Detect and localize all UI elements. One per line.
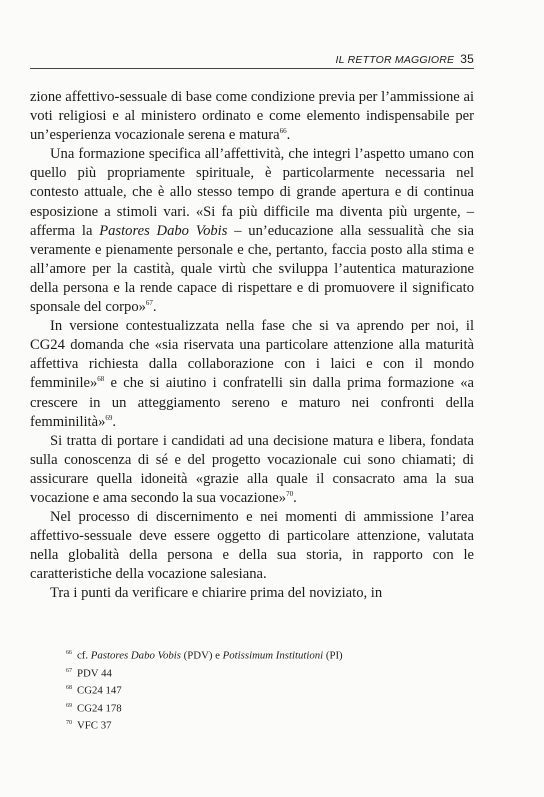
footnote-ref-69: 69 <box>105 413 113 422</box>
text-run: – un’educazione alla sessualità che sia veramente e pienamente personale e che, pertanto, faccia posto alla stima e all’amore per la castità, quale virtù che sviluppa l’autentica maturazione della persona e la rende capace di rispettare e di promuovere il significato sponsale del corpo» <box>30 222 474 316</box>
paragraph-1 <box>30 88 474 145</box>
page-number: 35 <box>460 52 474 66</box>
text-run: e che si aiutino i confratelli sin dalla prima formazione «a crescere in un atteggiamento sereno e maturo nei confronti della femminilità» <box>30 375 474 430</box>
footnote-number: 68 <box>66 685 72 692</box>
text-run: Nel processo di discernimento e nei momenti di ammissione l’area affettivo-sessuale deve essere oggetto di particolare attenzione, valutata nella globalità della persona e della sua storia, in rapporto con le caratteristiche della vocazione salesiana. <box>30 509 474 583</box>
footnote-67 <box>66 664 466 682</box>
footnote-text: VFC 37 <box>77 719 112 732</box>
text-run: Si tratta di portare i candidati ad una decisione matura e libera, fondata sulla conoscenza di sé e del progetto vocazionale cui sono chiamati; di assicurare quella idoneità «grazie alla quale il consacrato ama la sua vocazione e ama secondo la sua vocazione» <box>30 432 474 506</box>
footnote-ref-68: 68 <box>97 375 105 384</box>
paragraph-6 <box>30 584 474 603</box>
footnote-italic-title: Pastores Dabo Vobis <box>90 649 181 662</box>
footnote-number: 66 <box>66 650 72 656</box>
body-text <box>30 88 474 604</box>
footnote-70 <box>66 716 466 734</box>
paragraph-5 <box>30 508 474 584</box>
footnote-68 <box>66 681 466 699</box>
footnote-italic-title: Potissimum Institutioni <box>222 649 324 662</box>
header-rule <box>30 68 474 69</box>
running-head-title: IL RETTOR MAGGIORE <box>335 54 455 66</box>
footnote-text: (PDV) e <box>180 649 223 662</box>
footnote-text: CG24 178 <box>77 702 122 715</box>
footnote-ref-67: 67 <box>145 299 153 308</box>
footnotes <box>66 646 466 734</box>
text-run: . <box>152 299 157 316</box>
paragraph-2 <box>30 145 474 317</box>
footnote-number: 70 <box>66 720 72 727</box>
footnote-ref-66: 66 <box>279 127 287 136</box>
paragraph-4 <box>30 432 474 508</box>
footnote-69 <box>66 699 466 717</box>
text-run: . <box>293 489 297 506</box>
text-run: Una formazione specifica all’affettività, che integri l’aspetto umano con quello più propriamente spirituale, è particolarmente necessaria nel contesto attuale, che è allo stesso tempo di grande apertura e di continua esposizione a stimoli vari. «Si fa più difficile ma diventa più urgente, – afferma la <box>30 146 474 239</box>
footnote-text: (PI) <box>323 649 343 662</box>
footnote-text: CG24 147 <box>77 684 122 697</box>
text-run: In versione contestualizzata nella fase che si va aprendo per noi, il CG24 domanda che «sia riservata una particolare attenzione alla maturità affettiva richiesta dalla collaborazione con i laici e con il mondo femminile» <box>30 318 474 392</box>
footnote-number: 69 <box>66 702 72 709</box>
running-header <box>30 52 474 66</box>
footnote-number: 67 <box>66 667 72 674</box>
text-run: . <box>112 413 117 430</box>
italic-title: Pastores Dabo Vobis <box>99 222 228 239</box>
text-run: zione affettivo-sessuale di base come condizione previa per l’ammissione ai voti religiosi e al ministero ordinato e come elemento indispensabile per un’esperienza vocazionale serena e matura <box>30 89 474 144</box>
text-run: . <box>286 127 291 144</box>
footnote-66 <box>66 646 466 664</box>
text-run: Tra i punti da verificare e chiarire prima del noviziato, in <box>50 585 383 602</box>
paragraph-3 <box>30 317 474 432</box>
footnote-ref-70: 70 <box>286 490 294 499</box>
footnote-text: cf. <box>77 649 91 662</box>
footnote-text: PDV 44 <box>77 667 112 680</box>
